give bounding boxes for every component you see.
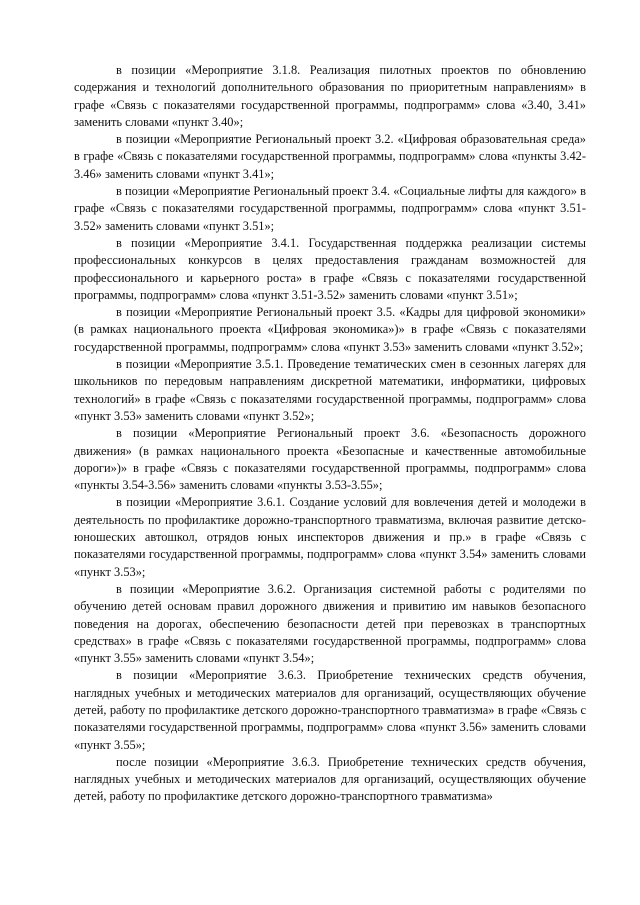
paragraph: в позиции «Мероприятие Региональный проект 3.6. «Безопасность дорожного движения» (в рамках национального проекта «Безопасные и качественные автомобильные дороги»)» в графе «Связь с показателями государственной программы, подпрограмм» слова «пункты 3.54-3.56» заменить словами «пункты 3.53-3.55»; bbox=[74, 426, 586, 493]
paragraph: в позиции «Мероприятие 3.1.8. Реализация пилотных проектов по обновлению содержания и технологий дополнительного образования по приоритетным направлениям» в графе «Связь с показателями государственной программы, подпрограмм» слова «3.40, 3.41» заменить словами «пункт 3.40»; bbox=[74, 63, 586, 129]
paragraph: в позиции «Мероприятие 3.6.2. Организация системной работы с родителями по обучению детей основам правил дорожного движения и привитию им навыков безопасного поведения на дорогах, обеспечению безопасности детей при перевозках в транспортных средствах» в графе «Связь с показателями государственной программы, подпрограмм» слова «пункт 3.55» заменить словами «пункт 3.54»; bbox=[74, 581, 586, 666]
document-body bbox=[74, 62, 586, 806]
paragraph: в позиции «Мероприятие 3.4.1. Государственная поддержка реализации системы профессиональных конкурсов в целях предоставления гражданам возможностей для профессионального и карьерного роста» в графе «Связь с показателями государственной программы, подпрограмм» слова «пункт 3.51-3.52» заменить словами «пункт 3.51»; bbox=[74, 235, 586, 302]
paragraph: в позиции «Мероприятие 3.6.3. Приобретение технических средств обучения, наглядных учебных и методических материалов для организаций, осуществляющих обучение детей, работу по профилактике детского дорожно-транспортного травматизма» в графе «Связь с показателями государственной программы, подпрограмм» слова «пункт 3.56» заменить словами «пункт 3.55»; bbox=[74, 668, 586, 752]
paragraph: после позиции «Мероприятие 3.6.3. Приобретение технических средств обучения, наглядных учебных и методических материалов для организаций, осуществляющих обучение детей, работу по профилактике детского дорожно-транспортного травматизма» bbox=[74, 754, 586, 804]
paragraph: в позиции «Мероприятие Региональный проект 3.4. «Социальные лифты для каждого» в графе «Связь с показателями государственной программы, подпрограмм» слова «пункт 3.51-3.52» заменить словами «пункт 3.51»; bbox=[74, 184, 586, 233]
paragraph: в позиции «Мероприятие Региональный проект 3.2. «Цифровая образовательная среда» в графе «Связь с показателями государственной программы, подпрограмм» слова «пункты 3.42-3.46» заменить словами «пункт 3.41»; bbox=[74, 132, 586, 181]
paragraph: в позиции «Мероприятие 3.5.1. Проведение тематических смен в сезонных лагерях для школьников по передовым направлениям дискретной математики, информатики, цифровых технологий» в графе «Связь с показателями государственной программы, подпрограмм» слова «пункт 3.53» заменить словами «пункт 3.52»; bbox=[74, 357, 586, 423]
paragraph: в позиции «Мероприятие 3.6.1. Создание условий для вовлечения детей и молодежи в деятельность по профилактике дорожно-транспортного травматизма, включая развитие детско-юношеских автошкол, отрядов юных инспекторов движения и пр.» в графе «Связь с показателями государственной программы, подпрограмм» слова «пункт 3.54» заменить словами «пункт 3.53»; bbox=[74, 495, 586, 579]
paragraph: в позиции «Мероприятие Региональный проект 3.5. «Кадры для цифровой экономики» (в рамках национального проекта «Цифровая экономика»)» в графе «Связь с показателями государственной программы, подпрограмм» слова «пункт 3.53» заменить словами «пункт 3.52»; bbox=[74, 305, 586, 354]
